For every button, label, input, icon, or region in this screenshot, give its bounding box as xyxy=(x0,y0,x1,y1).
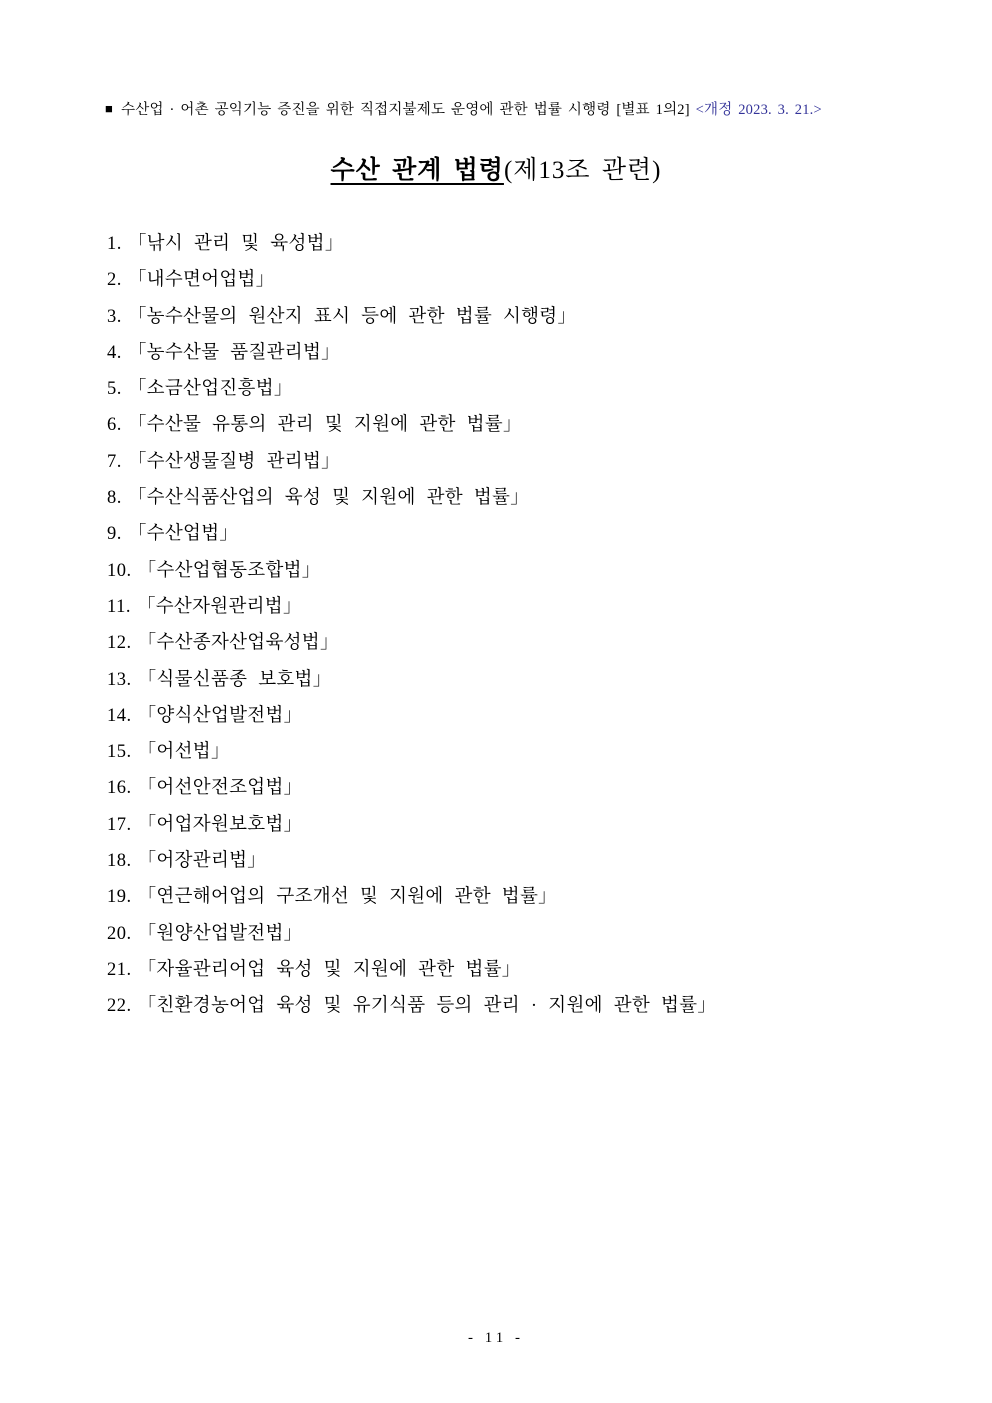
law-item-number: 14. xyxy=(107,705,132,726)
law-list-item xyxy=(107,843,907,879)
law-item-number: 20. xyxy=(107,923,132,944)
law-list-item xyxy=(107,625,907,661)
law-item-name: 「수산물 유통의 관리 및 지원에 관한 법률」 xyxy=(127,415,522,436)
law-item-number: 21. xyxy=(107,959,132,980)
law-list-item xyxy=(107,299,907,335)
law-item-name: 「어업자원보호법」 xyxy=(137,814,303,835)
page-number: - 11 - xyxy=(468,1330,524,1346)
law-item-number: 5. xyxy=(107,379,122,400)
law-list-item xyxy=(107,480,907,516)
law-item-number: 4. xyxy=(107,342,122,363)
law-item-name: 「수산생물질병 관리법」 xyxy=(127,451,340,472)
law-list-item xyxy=(107,988,907,1024)
law-list-item xyxy=(107,516,907,552)
law-item-name: 「친환경농어업 육성 및 유기식품 등의 관리 · 지원에 관한 법률」 xyxy=(137,996,717,1017)
law-item-name: 「양식산업발전법」 xyxy=(137,705,303,726)
law-list-item xyxy=(107,916,907,952)
page-title xyxy=(0,150,992,186)
law-list-item xyxy=(107,444,907,480)
law-reference-text: 수산업 · 어촌 공익기능 증진을 위한 직접지불제도 운영에 관한 법률 시행령 [별표 1의2] xyxy=(121,102,690,118)
law-item-name: 「농수산물의 원산지 표시 등에 관한 법률 시행령」 xyxy=(127,306,577,327)
law-item-name: 「수산식품산업의 육성 및 지원에 관한 법률」 xyxy=(127,488,530,509)
law-item-number: 16. xyxy=(107,778,132,799)
law-list-item xyxy=(107,807,907,843)
law-item-number: 7. xyxy=(107,451,122,472)
law-item-number: 8. xyxy=(107,488,122,509)
law-list-item xyxy=(107,589,907,625)
law-item-name: 「어선법」 xyxy=(137,742,230,763)
law-item-name: 「수산자원관리법」 xyxy=(136,596,302,617)
law-item-number: 19. xyxy=(107,887,132,908)
law-item-name: 「내수면어업법」 xyxy=(127,270,275,291)
law-list-item xyxy=(107,553,907,589)
law-item-name: 「원양산업발전법」 xyxy=(137,923,303,944)
law-item-name: 「자율관리어업 육성 및 지원에 관한 법률」 xyxy=(137,959,521,980)
law-list xyxy=(107,226,907,1025)
law-item-number: 1. xyxy=(107,234,122,254)
law-list-item xyxy=(107,770,907,806)
law-item-name: 「어장관리법」 xyxy=(137,851,267,872)
revision-note: <개정 2023. 3. 21.> xyxy=(695,102,822,118)
law-item-name: 「낚시 관리 및 육성법」 xyxy=(127,234,344,254)
law-list-item xyxy=(107,734,907,770)
law-list-item xyxy=(107,335,907,371)
law-item-number: 10. xyxy=(107,560,132,581)
law-item-number: 6. xyxy=(107,415,122,436)
law-item-number: 22. xyxy=(107,996,132,1017)
law-item-number: 12. xyxy=(107,633,132,654)
law-list-item xyxy=(107,262,907,298)
law-list-item xyxy=(107,226,907,262)
law-list-item xyxy=(107,662,907,698)
square-bullet-icon: ■ xyxy=(105,101,114,116)
law-item-number: 18. xyxy=(107,851,132,872)
law-item-number: 17. xyxy=(107,814,132,835)
law-item-name: 「수산업협동조합법」 xyxy=(137,560,321,581)
law-list-item xyxy=(107,407,907,443)
law-item-number: 2. xyxy=(107,270,122,291)
law-list-item xyxy=(107,879,907,915)
law-item-number: 3. xyxy=(107,306,122,327)
document-header xyxy=(105,98,905,121)
law-list-item xyxy=(107,371,907,407)
law-item-name: 「수산업법」 xyxy=(127,524,239,545)
page-title-suffix: (제13조 관련) xyxy=(503,157,662,184)
law-item-number: 15. xyxy=(107,742,132,763)
law-item-name: 「소금산업진흥법」 xyxy=(127,379,293,400)
law-list-item xyxy=(107,952,907,988)
law-item-number: 13. xyxy=(107,669,132,690)
law-item-name: 「농수산물 품질관리법」 xyxy=(127,342,340,363)
law-item-name: 「수산종자산업육성법」 xyxy=(137,633,339,654)
law-item-name: 「연근해어업의 구조개선 및 지원에 관한 법률」 xyxy=(137,887,557,908)
law-item-number: 11. xyxy=(107,596,131,617)
page-title-main: 수산 관계 법령 xyxy=(330,157,504,184)
law-list-item xyxy=(107,698,907,734)
law-item-number: 9. xyxy=(107,524,122,545)
law-item-name: 「어선안전조업법」 xyxy=(137,778,303,799)
law-item-name: 「식물신품종 보호법」 xyxy=(137,669,332,690)
